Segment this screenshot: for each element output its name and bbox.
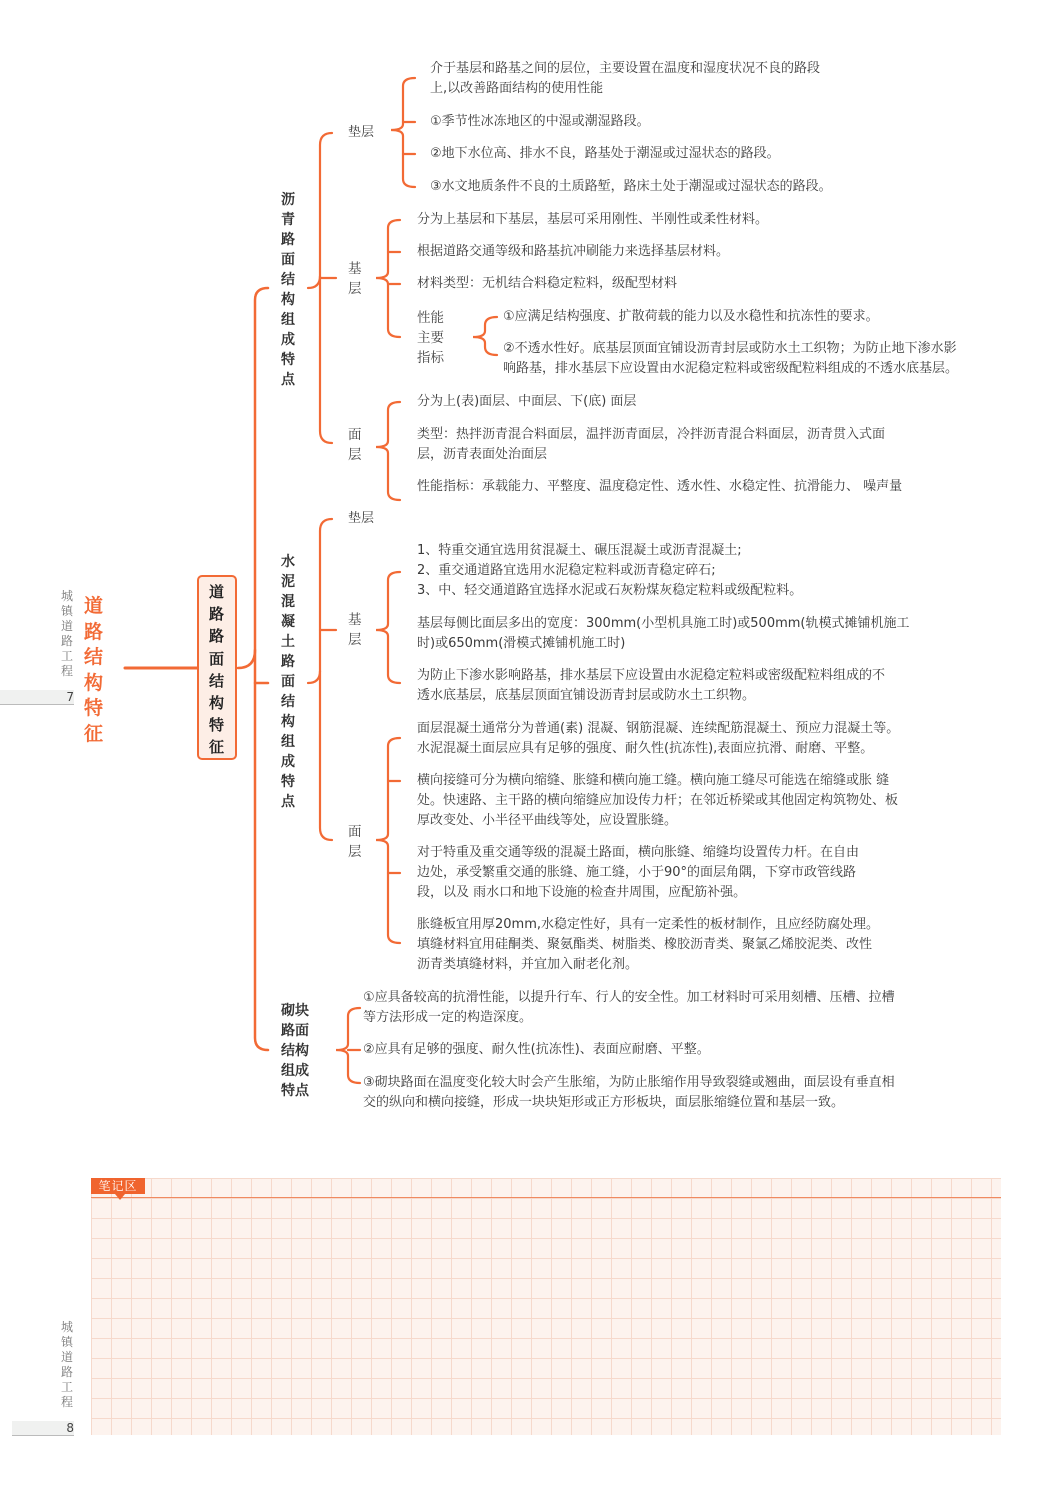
cement-surface-item: 沥青类填缝材料，并宜加入耐老化剂。: [417, 957, 639, 972]
cement-base-label: 基层: [348, 612, 362, 648]
indicator-item: ①应满足结构强度、扩散荷载的能力以及水稳性和抗冻性的要求。: [503, 309, 879, 324]
cement-to-surface: [320, 671, 332, 840]
notes-area[interactable]: [91, 1178, 1001, 1435]
cement-branch-label: 水泥混凝土路面结构组成特点: [281, 554, 295, 810]
asphalt-base-label: 基层: [348, 261, 362, 297]
indicator-item: 响路基，排水基层下应设置由水泥稳定粒料或密级配粒料组成的不透水底基层。: [503, 361, 959, 376]
page-title: 道路结构特征: [84, 595, 104, 745]
notes-header-line: [91, 1197, 1001, 1198]
cement-surface-item: 横向接缝可分为横向缩缝、胀缝和横向施工缝。横向施工缝尽可能选在缩缝或胀 缝: [417, 773, 890, 788]
asphalt-surface-label: 面层: [348, 427, 362, 463]
asphalt-base-brace: [376, 220, 400, 337]
asphalt-cushion-item: ①季节性冰冻地区的中湿或潮湿路段。: [430, 114, 650, 129]
asphalt-surface-item: 类型：热拌沥青混合料面层，温拌沥青面层，冷拌沥青混合料面层，沥青贯入式面: [417, 427, 886, 442]
indicators-label: 性能主要指标: [417, 310, 444, 366]
cement-surface-label: 面层: [348, 824, 362, 860]
cement-base-item: 3、中、轻交通道路宜选择水泥或石灰粉煤灰稳定粒料或级配粒料。: [417, 583, 803, 598]
indicator-item: ②不透水性好。底基层顶面宜铺设沥青封层或防水土工织物；为防止地下渗水影: [503, 341, 957, 356]
asphalt-cushion-item: 上,以改善路面结构的使用性能: [430, 81, 604, 96]
block-item: 交的纵向和横向接缝，形成一块块矩形或正方形板块，面层胀缩缝位置和基层一致。: [363, 1095, 845, 1110]
asphalt-surface-item: 层，沥青表面处治面层: [417, 447, 548, 462]
book-side-label-bottom: 城镇道路工程: [61, 1320, 74, 1409]
cement-surface-item: 胀缝板宜用厚20mm,水稳定性好，具有一定柔性的板材制作，且应经防腐处理。: [417, 917, 880, 932]
asphalt-cushion-item: ③水文地质条件不良的土质路堑，路床土处于潮湿或过湿状态的路段。: [430, 179, 832, 194]
cement-base-item: 基层每侧比面层多出的宽度：300mm(小型机具施工时)或500mm(轨模式摊铺机施工: [417, 616, 910, 631]
asphalt-base-item: 分为上基层和下基层，基层可采用刚性、半刚性或柔性材料。: [417, 212, 769, 227]
cement-base-item: 为防止下渗水影响路基，排水基层下应设置由水泥稳定粒料或密级配粒料组成的不: [417, 668, 886, 683]
cement-surface-item: 厚改变处、小半径平曲线等处，应设置胀缝。: [417, 813, 678, 828]
notes-tag-pointer: [115, 1194, 125, 1200]
asphalt-cushion-label: 垫层: [348, 125, 375, 140]
cement-surface-item: 水泥混凝土面层应具有足够的强度、耐久性(抗冻性),表面应抗滑、耐磨、平整。: [417, 741, 874, 756]
block-item: 等方法形成一定的构造深度。: [363, 1010, 533, 1025]
cement-base-item: 1、特重交通宜选用贫混凝土、碾压混凝土或沥青混凝土;: [417, 543, 742, 558]
central-node-label: 道路路面结构特征: [209, 583, 225, 757]
cement-surface-item: 边处，承受繁重交通的胀缝、施工缝，小于90°的面层角隅，下穿市政管线路: [417, 865, 857, 880]
cement-surface-brace: [376, 738, 400, 943]
asphalt-branch-label: 沥青路面结构组成特点: [281, 192, 295, 388]
block-item: ③砌块路面在温度变化较大时会产生胀缩，为防止胀缩作用导致裂缝或翘曲，面层设有垂直相: [363, 1075, 895, 1090]
asphalt-surface-item: 性能指标：承载能力、平整度、温度稳定性、透水性、水稳定性、抗滑能力、 噪声量: [417, 479, 903, 494]
asphalt-cushion-item: 介于基层和路基之间的层位，主要设置在温度和湿度状况不良的路段: [430, 61, 821, 76]
asphalt-surface-item: 分为上(表)面层、中面层、下(底) 面层: [417, 394, 637, 409]
asphalt-cushion-item: ②地下水位高、排水不良，路基处于潮湿或过湿状态的路段。: [430, 146, 780, 161]
indicators-brace: [473, 317, 497, 355]
cement-surface-item: 对于特重及重交通等级的混凝土路面，横向胀缝、缩缝均设置传力杆。在自由: [417, 845, 860, 860]
trunk-asphalt: [238, 288, 268, 668]
asphalt-base-item: 材料类型：无机结合料稳定粒料，级配型材料: [417, 276, 678, 291]
asphalt-to-cushion: [308, 133, 332, 288]
cement-base-item: 时)或650mm(滑模式摊铺机施工时): [417, 636, 626, 651]
page-number-bottom: 8: [12, 1421, 74, 1436]
cement-surface-item: 段，以及 雨水口和地下设施的检查井周围，应配筋补强。: [417, 885, 747, 900]
cement-base-item: 2、重交通道路宜选用水泥稳定粒料或沥青稳定碎石;: [417, 563, 716, 578]
block-item: ②应具有足够的强度、耐久性(抗冻性)、表面应耐磨、平整。: [363, 1042, 710, 1057]
cement-cushion-label: 垫层: [348, 511, 375, 526]
asphalt-cushion-brace: [391, 78, 415, 187]
block-brace: [336, 1008, 360, 1083]
central-node: [197, 575, 237, 760]
block-branch-label: 砌块路面结构组成特点: [281, 1003, 309, 1099]
cement-surface-item: 面层混凝土通常分为普通(素) 混凝、钢筋混凝、连续配筋混凝土、预应力混凝土等。: [417, 721, 900, 736]
asphalt-surface-brace: [376, 402, 400, 500]
book-side-label: 城镇道路工程: [61, 589, 74, 678]
asphalt-base-item: 根据道路交通等级和路基抗冲刷能力来选择基层材料。: [417, 244, 730, 259]
page-number: 7: [0, 690, 74, 705]
block-item: ①应具备较高的抗滑性能，以提升行车、行人的安全性。加工材料时可采用刻槽、压槽、拉槽: [363, 990, 895, 1005]
cement-base-item: 透水底基层，底基层顶面宜铺设沥青封层或防水土工织物。: [417, 688, 756, 703]
notes-tag: 笔记区: [91, 1178, 145, 1194]
cement-surface-item: 处。快速路、主干路的横向缩缝应加设传力杆；在邻近桥梁或其他固定构筑物处、板: [417, 793, 899, 808]
cement-surface-item: 填缝材料宜用硅酮类、聚氨酯类、树脂类、橡胶沥青类、聚氯乙烯胶泥类、改性: [417, 937, 873, 952]
cement-to-cushion: [308, 519, 332, 683]
asphalt-to-surface: [320, 276, 332, 443]
cement-base-brace: [376, 572, 400, 683]
trunk-block: [255, 650, 268, 1050]
